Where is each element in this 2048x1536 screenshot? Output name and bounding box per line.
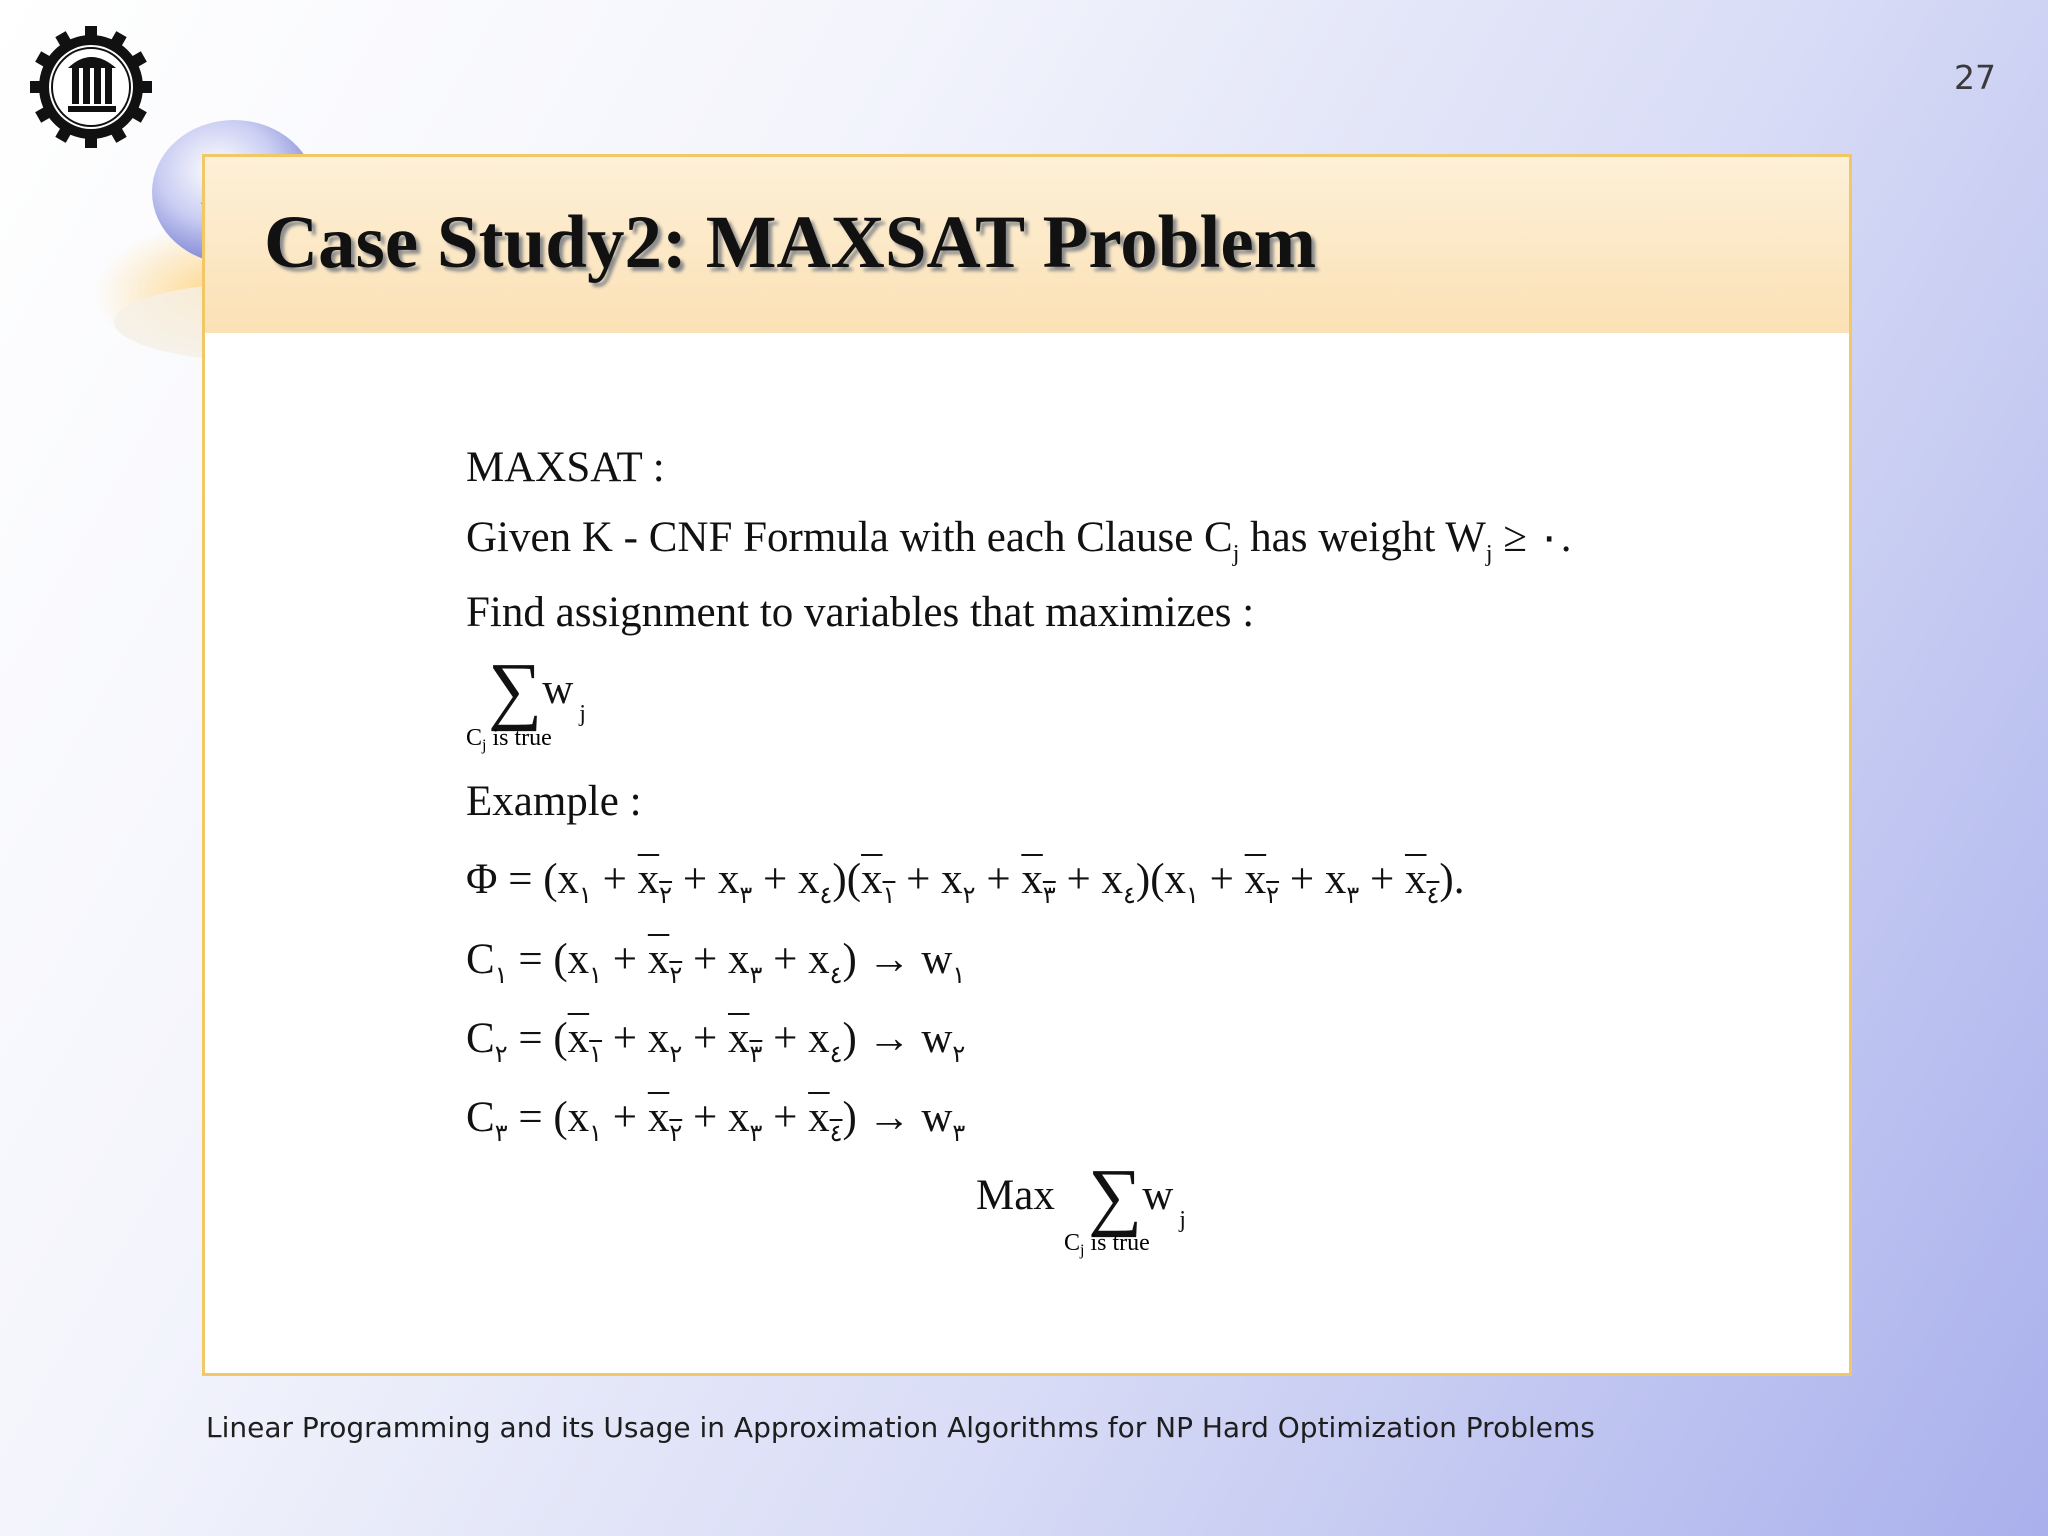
phi-formula: $\Phi = (x_١ + x_٢ + x_٣ + x_٤)(x_١ + x_٢ + x_٣ + x_٤)(x_١ + x_٢ + x_٣ + x_٤)$. <box>466 856 1465 909</box>
slide-footer: Linear Programming and its Usage in Approximation Algorithms for NP Hard Optimization Problems <box>206 1411 1595 1444</box>
max-sum-limit: $C_j$ is true <box>1064 1230 1150 1259</box>
example-label: Example : <box>466 778 642 825</box>
maxsat-label: MAXSAT : <box>466 444 665 491</box>
clause-1: $C_١ = (x_١ + x_٢ + x_٣ + x_٤) \to w_١$ <box>466 936 966 989</box>
clause-3: $C_٣ = (x_١ + x_٢ + x_٣ + x_٤) \to w_٣$ <box>466 1094 966 1147</box>
given-line: Given K - CNF Formula with each Clause $C_j$ has weight $W_j$ ≥ ٠. <box>466 514 1572 567</box>
slide-number: 27 <box>1954 58 1996 97</box>
max-label: Max <box>976 1172 1055 1219</box>
slide-title: Case Study2: MAXSAT Problem <box>264 201 1317 284</box>
max-sum-expression: ∑wj <box>1088 1154 1186 1238</box>
find-line: Find assignment to variables that maximizes : <box>466 589 1255 636</box>
sum-expression: ∑wj <box>488 648 586 732</box>
sum-limit: $C_j$ is true <box>466 725 552 754</box>
clause-2: $C_٢ = (x_١ + x_٢ + x_٣ + x_٤) \to w_٢$ <box>466 1015 966 1068</box>
